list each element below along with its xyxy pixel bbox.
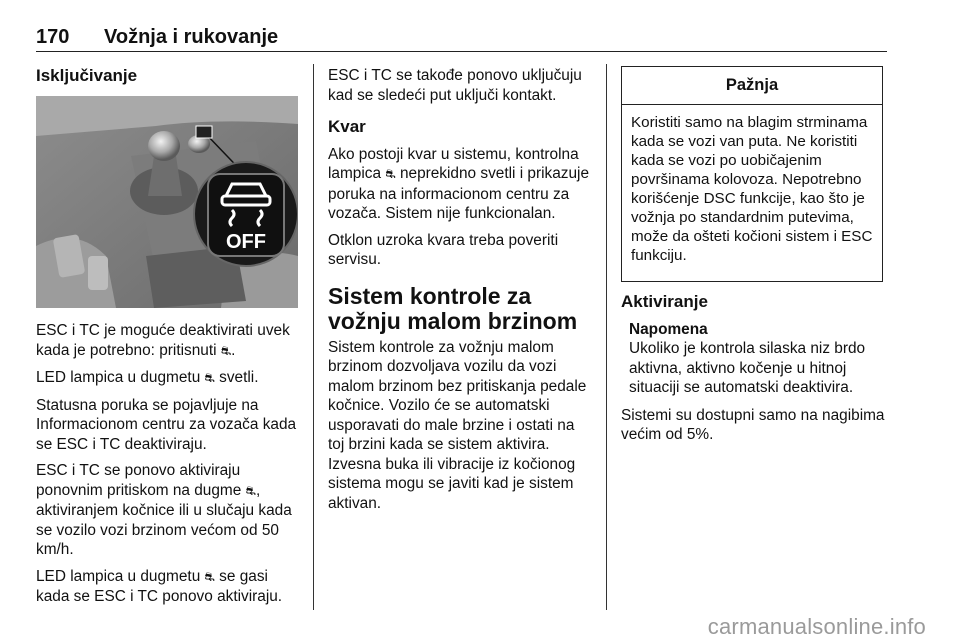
console-illustration [36,96,298,308]
off-badge-label: OFF [226,231,266,253]
p1-text: ESC i TC je moguće deaktivirati uvek kada je potrebno: pritisnuti [36,322,290,359]
heading-iskljucivanje: Isključivanje [36,66,138,85]
heading-low-speed-control: Sistem kontrole za vožnju malom brzinom [328,282,578,334]
p5-text: LED lampica u dugmetu [36,567,205,585]
chapter-title: Vožnja i rukovanje [104,26,279,48]
column-divider-2 [606,64,607,610]
esc-off-icon: ⛐ [220,343,232,358]
note-block [621,320,887,398]
page-number: 170 [36,26,70,48]
column-1-text [36,321,302,614]
header-rule [36,51,887,52]
intro-text: ESC i TC se takođe ponovo uključuju kad se sledeći put uključi kontakt. [328,67,582,104]
heading-aktiviranje: Aktiviranje [621,292,708,311]
column-1 [36,66,302,94]
p4-text: ESC i TC se ponovo aktiviraju ponovnim pritiskom na dugme [36,462,246,499]
last-paragraph: Sistemi su dostupni samo na nagibima većim od 5%. [621,406,885,443]
note-text: Ukoliko je kontrola silaska niz brdo aktivna, aktivno kočenje u hitnoj situaciji se automatski deaktivira. [629,340,866,396]
section-text: Sistem kontrole za vožnju malom brzinom dozvoljava vozilu da vozi malom brzinom bez pritiskanja pedale kočnice. Vozilo će se automatski usporavati do male brzine i ostati na toj brzini kada se sistem aktivira. Izvesna buka ili vibracije iz kočionog sistema mogu se javiti kad je sistem aktivan. [328,338,587,512]
p5-end: se gasi kada se ESC i TC ponovo aktiviraju. [36,567,283,605]
warning-text: Koristiti samo na blagim strminama kada se vozi van puta. Ne koristiti kada se vozi po uobičajenim površinama kolovoza. Nepotrebno korišćenje DSC funkcije, kao što je vožnja po standardnim putevima, može da ošteti kočioni sistem i ESC funkciju. [631,114,873,264]
p2-end: svetli. [214,369,259,386]
warning-box [621,66,883,282]
esc-off-icon: ⛐ [204,569,215,584]
esc-warning-icon: ⛐ [385,167,396,181]
p1-end: . [231,341,236,359]
column-2 [328,66,594,520]
kvar-p1b: neprekidno svetli i prikazuje poruka na informacionom centru za vozača. Sistem nije funkcionalan. [328,165,590,222]
note-title: Napomena [629,320,708,338]
p2-text: LED lampica u dugmetu [36,369,205,386]
esc-off-icon: ⛐ [245,483,256,498]
kvar-p1a: Ako postoji kvar u sistemu, kontrolna lampica [328,145,579,182]
heading-kvar: Kvar [328,117,366,136]
kvar-p2: Otklon uzroka kvara treba poveriti servisu. [328,231,559,268]
column-3 [621,292,887,452]
warning-title: Pažnja [622,67,882,105]
console-illustration-svg [36,96,298,308]
esc-off-icon: ⛐ [204,371,215,385]
watermark: carmanualsonline.info [707,614,926,639]
p4-end: , aktiviranjem kočnice ili u slučaju kada se vozilo vozi brzinom većom od 50 km/h. [36,481,292,558]
p3-text: Statusna poruka se pojavljuje na Informacionom centru za vozača kada se ESC i TC deaktiviraju. [36,396,297,453]
column-divider-1 [313,64,314,610]
